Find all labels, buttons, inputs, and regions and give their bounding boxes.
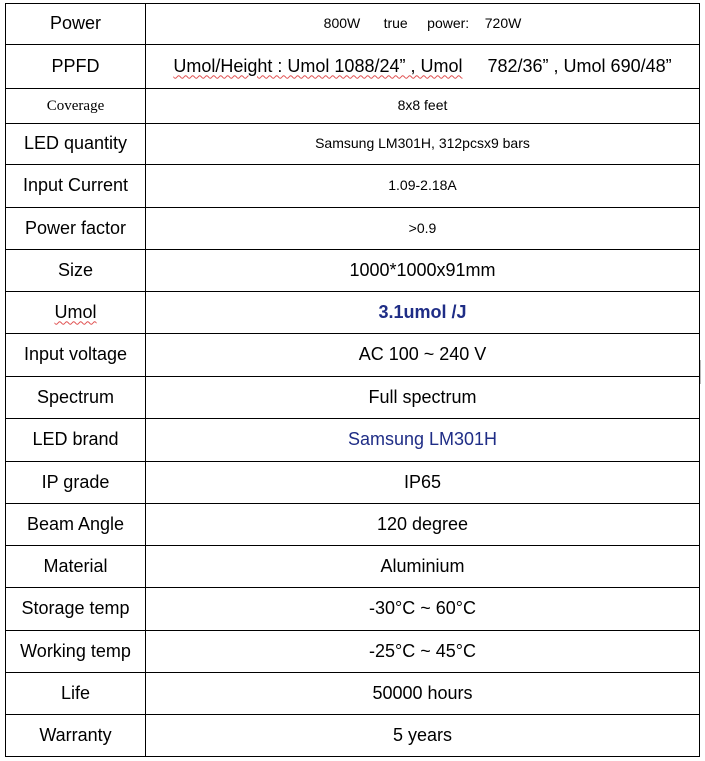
row-label: Beam Angle — [6, 504, 146, 546]
spec-row-ip-grade — [6, 462, 700, 504]
row-label: Working temp — [6, 631, 146, 673]
row-value: 50000 hours — [146, 673, 700, 715]
spec-row-input-current — [6, 165, 700, 208]
spec-row-umol — [6, 292, 700, 334]
edge-divider — [700, 360, 705, 384]
power-true-colon: power: — [427, 15, 470, 32]
row-value: 120 degree — [146, 504, 700, 546]
row-label: Storage temp — [6, 588, 146, 631]
spec-row-led-brand — [6, 419, 700, 462]
row-value: -25°C ~ 45°C — [146, 631, 700, 673]
row-label: Material — [6, 546, 146, 588]
row-label: Warranty — [6, 715, 146, 757]
row-label: Life — [6, 673, 146, 715]
spec-table — [5, 3, 700, 757]
row-value: 1000*1000x91mm — [146, 250, 700, 292]
row-value: Aluminium — [146, 546, 700, 588]
spec-row-input-voltage — [6, 334, 700, 377]
row-label: Spectrum — [6, 377, 146, 419]
row-label: Coverage — [6, 89, 146, 124]
row-label: Power factor — [6, 208, 146, 250]
spec-row-material — [6, 546, 700, 588]
ppfd-part-2: 782/36” , Umol 690/48” — [487, 55, 672, 76]
spec-row-warranty — [6, 715, 700, 757]
row-label: IP grade — [6, 462, 146, 504]
spec-row-power — [6, 4, 700, 45]
row-value — [146, 45, 700, 89]
spec-row-coverage — [6, 89, 700, 124]
row-value: Full spectrum — [146, 377, 700, 419]
spec-row-led-quantity — [6, 124, 700, 165]
row-label: Input voltage — [6, 334, 146, 377]
row-value: 5 years — [146, 715, 700, 757]
spec-row-spectrum — [6, 377, 700, 419]
row-value: 8x8 feet — [146, 89, 700, 124]
power-true-value: 720W — [484, 15, 522, 32]
spec-row-working-temp — [6, 631, 700, 673]
spec-row-beam-angle — [6, 504, 700, 546]
row-value — [146, 4, 700, 45]
row-value: >0.9 — [146, 208, 700, 250]
row-value — [146, 419, 700, 462]
row-value: 1.09-2.18A — [146, 165, 700, 208]
umol-label-text: Umol — [54, 301, 97, 322]
power-true-label: true — [383, 15, 408, 32]
row-label: PPFD — [6, 45, 146, 89]
umol-value-text: 3.1umol /J — [378, 301, 467, 322]
row-value: Samsung LM301H, 312pcsx9 bars — [146, 124, 700, 165]
row-value — [146, 292, 700, 334]
spec-row-life — [6, 673, 700, 715]
spec-row-power-factor — [6, 208, 700, 250]
row-label — [6, 292, 146, 334]
row-value: -30°C ~ 60°C — [146, 588, 700, 631]
spec-row-size — [6, 250, 700, 292]
row-label: Input Current — [6, 165, 146, 208]
row-label: Size — [6, 250, 146, 292]
spec-row-ppfd — [6, 45, 700, 89]
row-value: IP65 — [146, 462, 700, 504]
power-rated: 800W — [323, 15, 361, 32]
led-brand-text: Samsung LM301H — [347, 429, 498, 450]
spec-row-storage-temp — [6, 588, 700, 631]
row-label: LED brand — [6, 419, 146, 462]
row-label: Power — [6, 4, 146, 45]
row-label: LED quantity — [6, 124, 146, 165]
row-value: AC 100 ~ 240 V — [146, 334, 700, 377]
ppfd-part-1: Umol/Height : Umol 1088/24” , Umol — [173, 55, 463, 76]
